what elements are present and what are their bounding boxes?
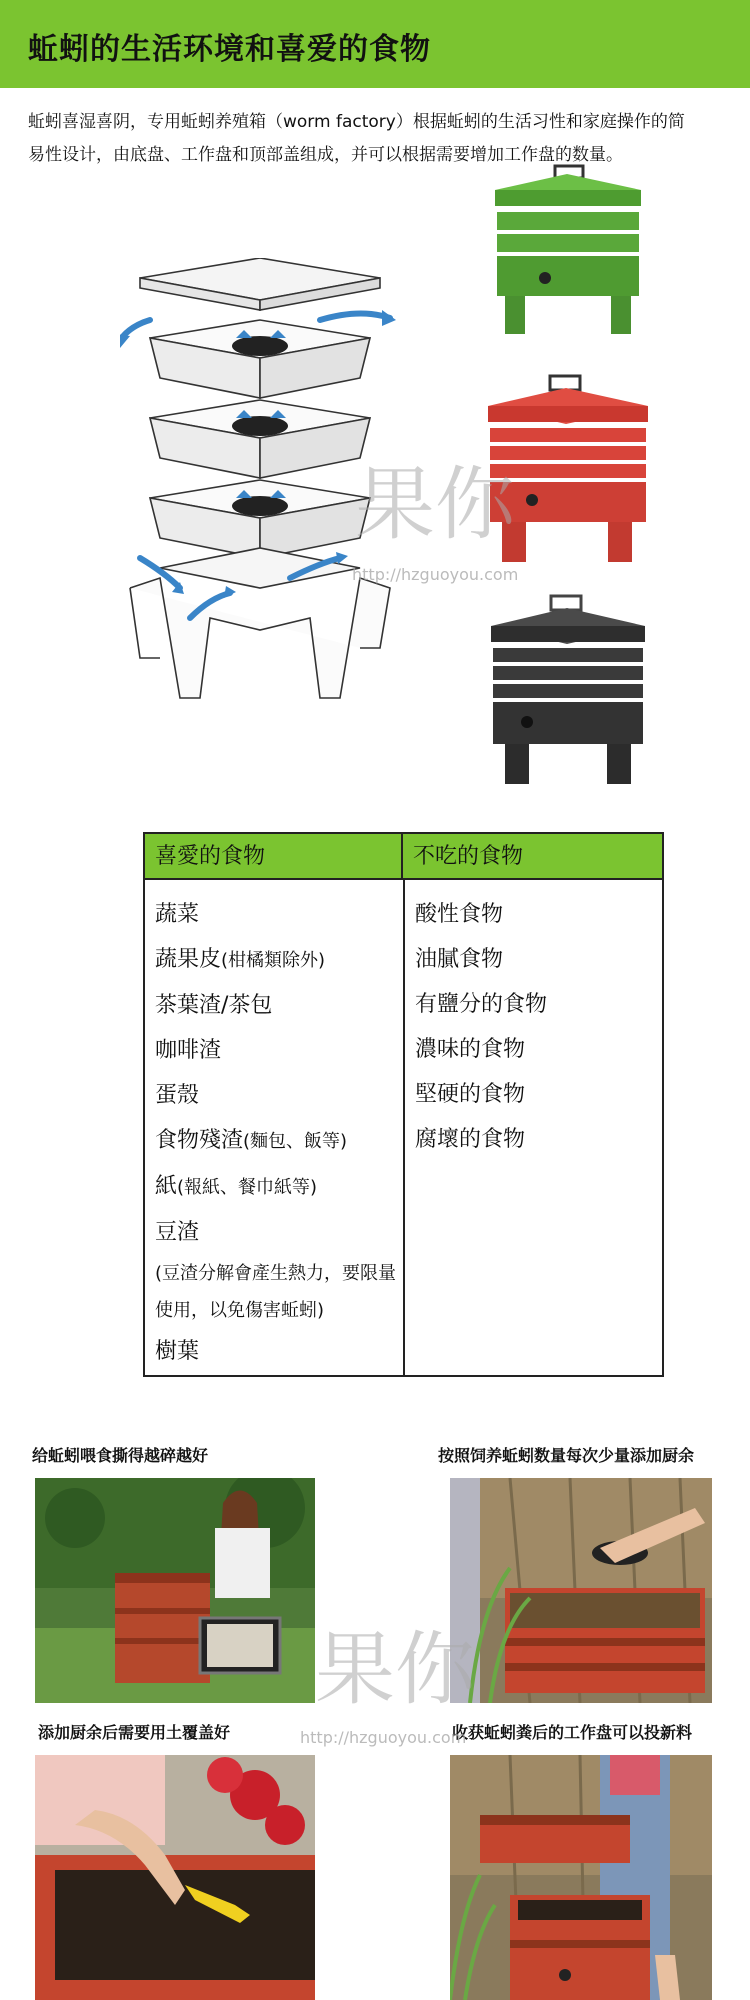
watermark-logo: 果你 <box>355 458 515 551</box>
watermark-url-2: http://hzguoyou.com <box>300 1728 467 1747</box>
intro-line-2: 易性设计，由底盘、工作盘和顶部盖组成，并可以根据需要增加工作盘的数量。 <box>28 145 623 165</box>
list-item: 紙(報紙、餐巾紙等) <box>155 1174 318 1199</box>
food-table <box>143 832 664 1377</box>
photo-feeding <box>35 1478 315 1703</box>
liked-food-list <box>155 892 400 1374</box>
list-item: 濃味的食物 <box>415 1037 526 1062</box>
watermark-url: http://hzguoyou.com <box>352 565 519 584</box>
okara-note: (豆渣分解會產生熱力，要限量使用，以免傷害蚯蚓) <box>155 1263 397 1321</box>
caption-add-kitchen-waste: 按照饲养蚯蚓数量每次少量添加厨余 <box>438 1446 695 1465</box>
caption-harvest-tray: 收获蚯蚓粪后的工作盘可以投新料 <box>452 1723 693 1742</box>
list-item: 豆渣 <box>155 1220 200 1245</box>
list-item: 咖啡渣 <box>155 1038 222 1063</box>
watermark-logo-2: 果你 <box>315 1623 475 1716</box>
disliked-food-list <box>415 892 655 1162</box>
black-bin-photo <box>483 592 653 797</box>
caption-feeding-shredded: 给蚯蚓喂食撕得越碎越好 <box>32 1446 209 1465</box>
list-item: 食物殘渣(麵包、飯等) <box>155 1128 348 1153</box>
table-column-divider <box>403 878 405 1375</box>
green-bin-photo <box>485 160 650 360</box>
photo-adding-waste <box>450 1478 712 1703</box>
list-item: 茶葉渣/茶包 <box>155 993 273 1018</box>
list-item: 樹葉 <box>155 1339 200 1364</box>
page-title: 蚯蚓的生活环境和喜爱的食物 <box>28 32 431 67</box>
photo-covering-soil <box>35 1755 315 2000</box>
list-item: 油膩食物 <box>415 947 504 972</box>
photo-harvest-tray <box>450 1755 712 2000</box>
list-item: 蔬菜 <box>155 902 200 927</box>
list-item: 堅硬的食物 <box>415 1082 526 1107</box>
list-item: 腐壞的食物 <box>415 1127 526 1152</box>
list-item: 有鹽分的食物 <box>415 992 548 1017</box>
header-liked-food: 喜愛的食物 <box>145 834 403 880</box>
intro-line-1: 蚯蚓喜湿喜阴，专用蚯蚓养殖箱（worm factory）根据蚯蚓的生活习性和家庭操作的简 <box>28 112 685 132</box>
list-item: 酸性食物 <box>415 902 504 927</box>
list-item: 蔬果皮(柑橘類除外) <box>155 947 326 972</box>
header-disliked-food: 不吃的食物 <box>403 834 662 880</box>
list-item: 蛋殼 <box>155 1083 200 1108</box>
caption-cover-with-soil: 添加厨余后需要用土覆盖好 <box>38 1723 231 1742</box>
